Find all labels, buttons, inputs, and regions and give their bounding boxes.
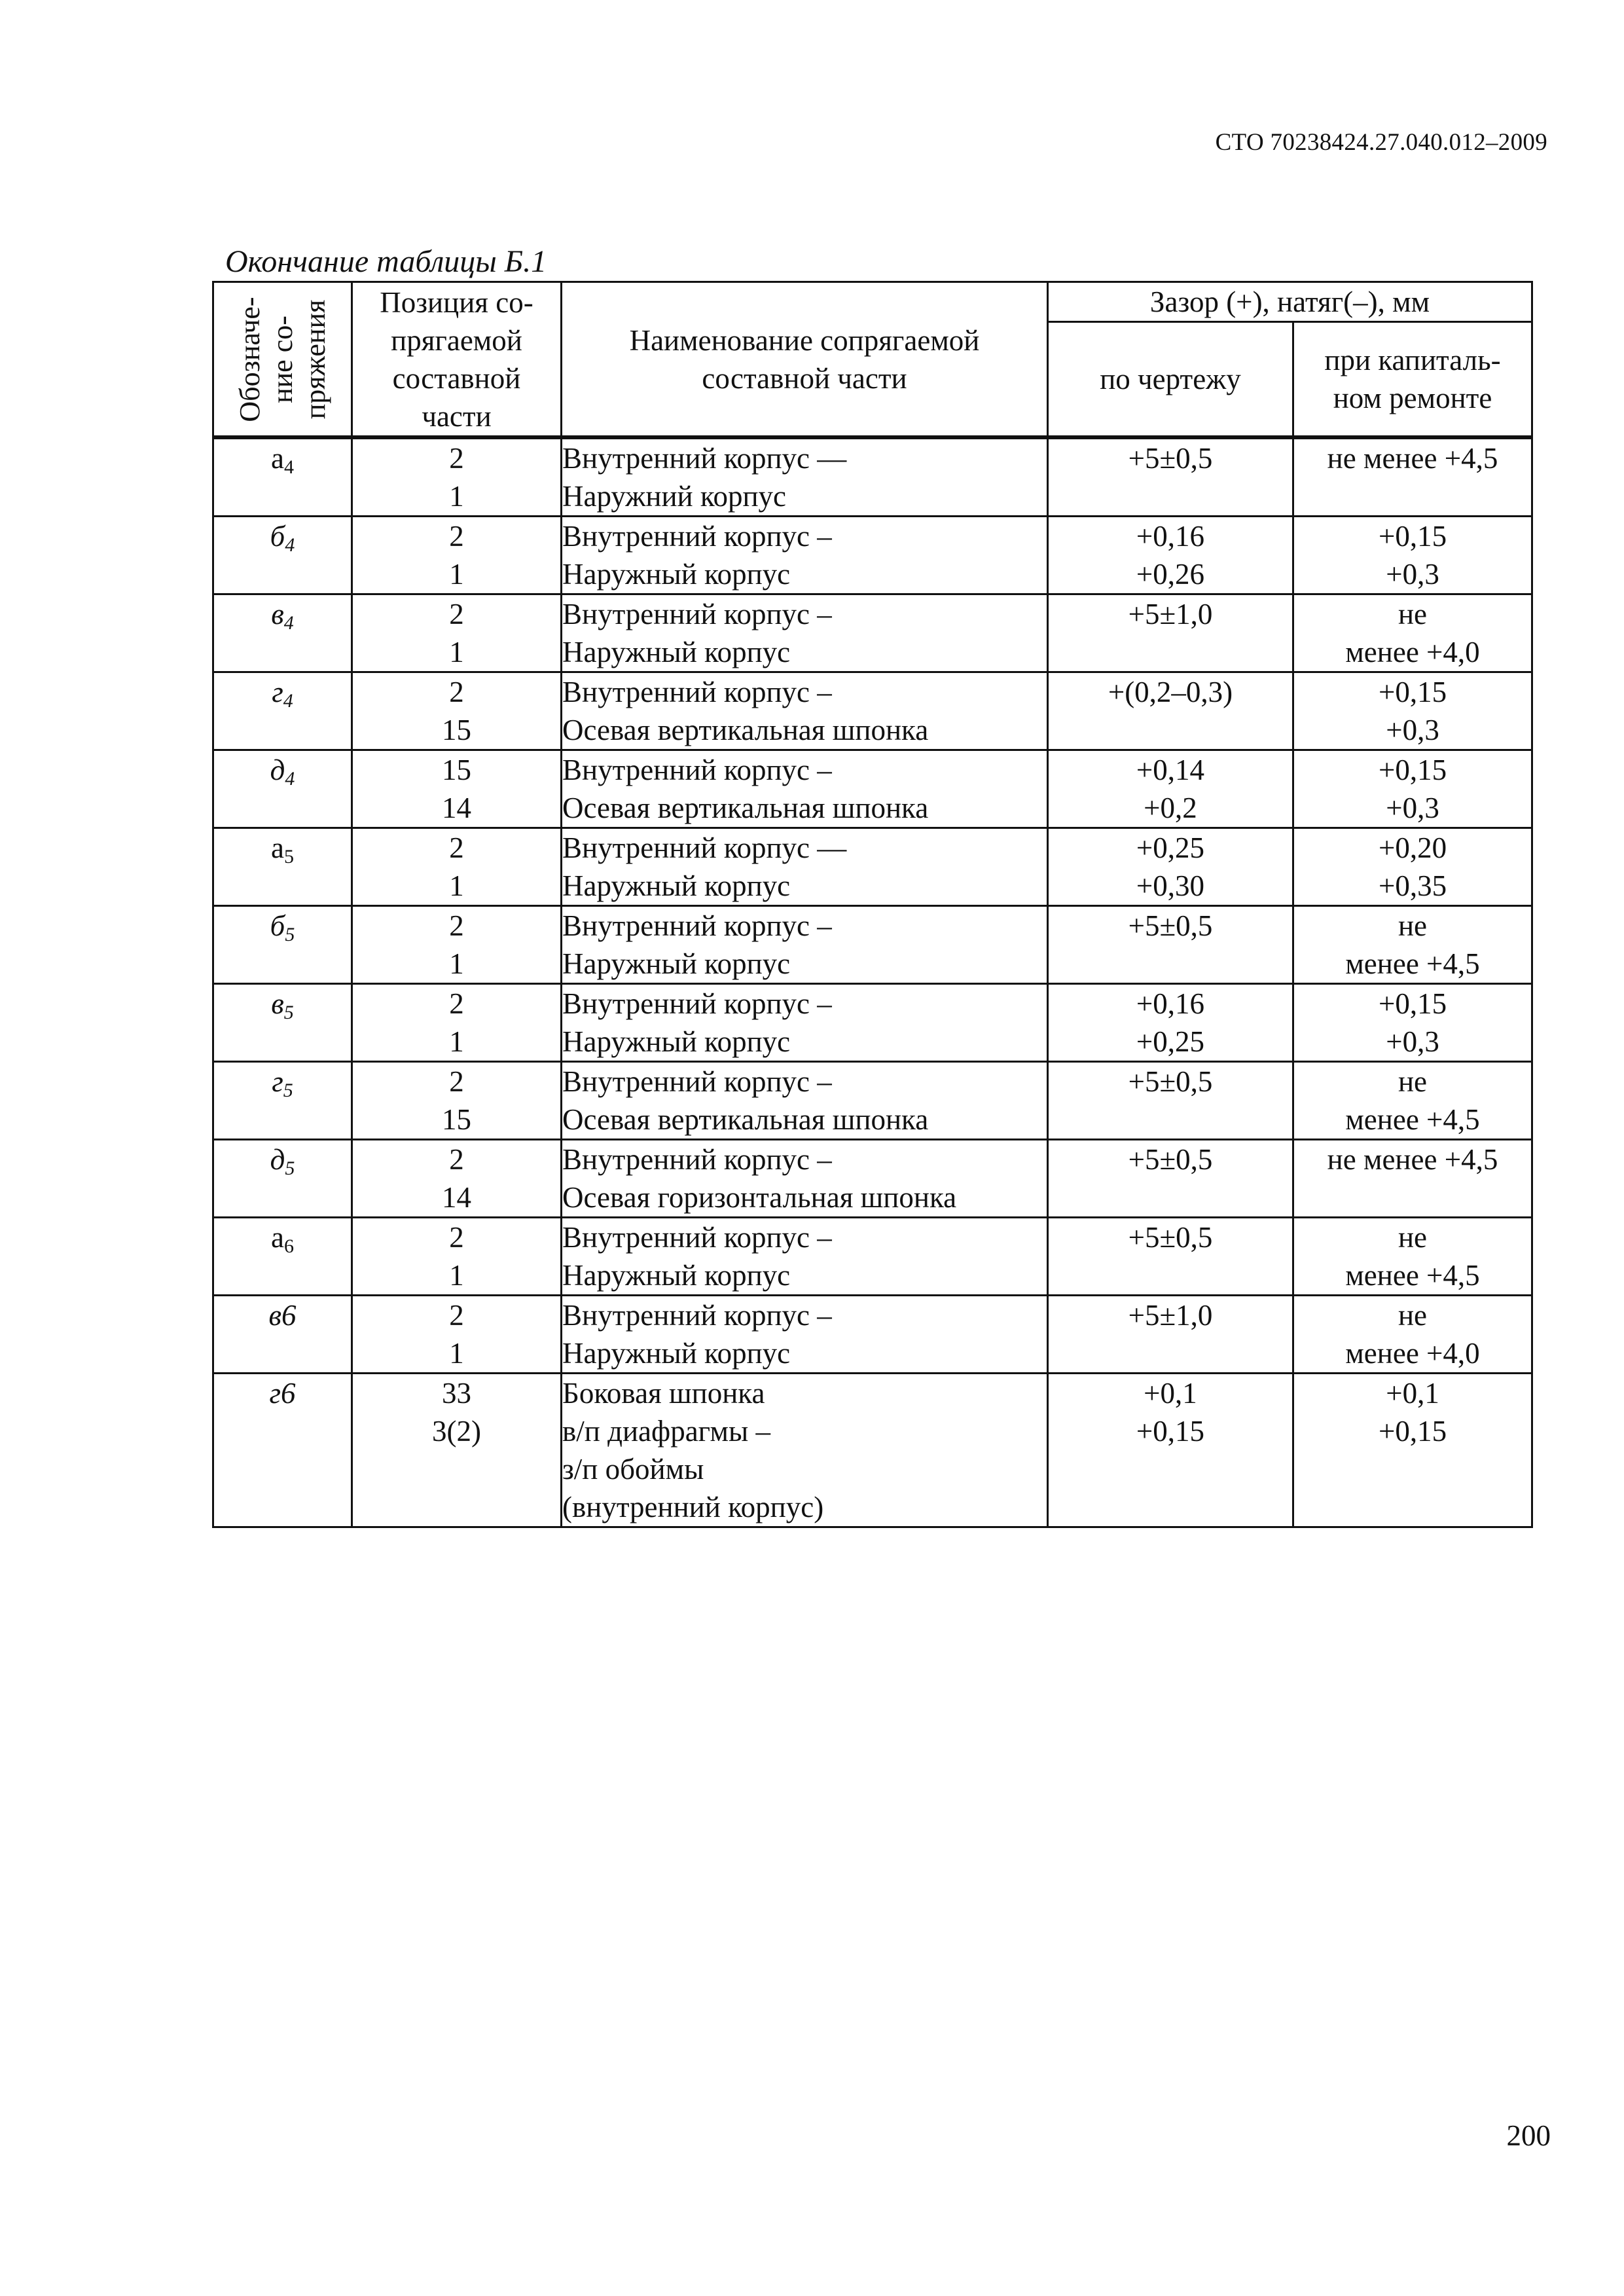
position-value: 2 xyxy=(449,1299,464,1332)
part-name-line: Внутренний корпус – xyxy=(562,1221,832,1254)
designation-letter: а xyxy=(271,831,284,864)
gap-overhaul-value: менее +4,5 xyxy=(1345,947,1480,980)
designation-index: 5 xyxy=(283,846,294,867)
gap-overhaul-cell xyxy=(1293,1218,1532,1296)
gap-by-drawing-value: +5±0,5 xyxy=(1128,1143,1213,1176)
gap-by-drawing-value: +0,30 xyxy=(1136,869,1205,902)
designation-letter: д xyxy=(270,1143,285,1176)
position-value: 1 xyxy=(449,636,464,668)
part-name-line: (внутренний корпус) xyxy=(562,1491,824,1523)
part-name-cell xyxy=(562,594,1048,672)
gap-by-drawing-value: +0,14 xyxy=(1136,754,1205,786)
gap-by-drawing-value: +5±0,5 xyxy=(1128,909,1213,942)
header-designation xyxy=(213,282,352,438)
table-row xyxy=(213,906,1532,984)
designation-letter: а xyxy=(271,442,284,475)
table-row xyxy=(213,1062,1532,1140)
part-name-line: Наружный корпус xyxy=(562,869,791,902)
position-value: 2 xyxy=(449,676,464,708)
designation-cell xyxy=(213,672,352,750)
part-name-line: Осевая горизонтальная шпонка xyxy=(562,1181,957,1214)
part-name-line: Наружный корпус xyxy=(562,1259,791,1292)
gap-overhaul-value: +0,15 xyxy=(1378,1415,1447,1448)
gap-overhaul-value: +0,3 xyxy=(1386,792,1439,824)
gap-overhaul-value: +0,15 xyxy=(1378,987,1447,1020)
header-gap-group xyxy=(1048,282,1532,322)
designation-letter: г xyxy=(272,1065,283,1098)
part-name-line: Внутренний корпус – xyxy=(562,598,832,630)
gap-by-drawing-cell xyxy=(1048,828,1293,906)
part-name-cell xyxy=(562,750,1048,828)
designation-index: 5 xyxy=(283,1080,293,1101)
position-cell xyxy=(352,1296,562,1374)
designation-cell xyxy=(213,1062,352,1140)
designation-letter: б xyxy=(270,909,285,942)
designation-cell xyxy=(213,828,352,906)
gap-by-drawing-value: +0,16 xyxy=(1136,520,1205,553)
header-by-drawing-label: по чертежу xyxy=(1100,363,1241,395)
designation-index: 5 xyxy=(285,1157,295,1179)
table-row xyxy=(213,1218,1532,1296)
table-row xyxy=(213,1140,1532,1218)
position-value: 1 xyxy=(449,1337,464,1370)
part-name-cell xyxy=(562,828,1048,906)
designation-letter: г xyxy=(272,676,283,708)
gap-overhaul-cell xyxy=(1293,594,1532,672)
designation-letter: а xyxy=(271,1221,284,1254)
header-by-drawing xyxy=(1048,322,1293,438)
gap-by-drawing-cell xyxy=(1048,672,1293,750)
designation-letter: в xyxy=(271,987,284,1020)
header-position-label: Позиция со-прягаемой составной части xyxy=(380,285,533,433)
part-name-cell xyxy=(562,1218,1048,1296)
part-name-line: з/п обоймы xyxy=(562,1453,704,1485)
gap-by-drawing-value: +5±0,5 xyxy=(1128,442,1213,475)
gap-by-drawing-cell xyxy=(1048,1062,1293,1140)
designation-index: 4 xyxy=(285,534,295,556)
designation-cell xyxy=(213,1296,352,1374)
position-value: 33 xyxy=(442,1377,471,1410)
position-value: 14 xyxy=(442,1181,471,1214)
header-position xyxy=(352,282,562,438)
part-name-line: Осевая вертикальная шпонка xyxy=(562,792,929,824)
designation-letter: б xyxy=(270,520,285,553)
document-code: СТО 70238424.27.040.012–2009 xyxy=(1215,129,1547,156)
position-value: 2 xyxy=(449,442,464,475)
gap-overhaul-value: +0,3 xyxy=(1386,558,1439,591)
gap-overhaul-value: не xyxy=(1398,598,1428,630)
position-value: 15 xyxy=(442,754,471,786)
part-name-line: Наружный корпус xyxy=(562,947,791,980)
gap-by-drawing-cell xyxy=(1048,1374,1293,1527)
part-name-cell xyxy=(562,1296,1048,1374)
position-value: 1 xyxy=(449,869,464,902)
position-cell xyxy=(352,594,562,672)
part-name-line: Внутренний корпус – xyxy=(562,1143,832,1176)
gap-overhaul-value: не менее +4,5 xyxy=(1327,442,1498,475)
part-name-line: Внутренний корпус – xyxy=(562,909,832,942)
header-designation-label: Обозначе-ние со-пряжения xyxy=(233,296,331,422)
designation-index: 4 xyxy=(283,690,293,712)
part-name-cell xyxy=(562,672,1048,750)
gap-overhaul-cell xyxy=(1293,437,1532,517)
gap-overhaul-value: +0,35 xyxy=(1378,869,1447,902)
part-name-cell xyxy=(562,1140,1048,1218)
gap-overhaul-value: не менее +4,5 xyxy=(1327,1143,1498,1176)
position-cell xyxy=(352,1218,562,1296)
gap-by-drawing-value: +0,1 xyxy=(1144,1377,1197,1410)
gap-overhaul-cell xyxy=(1293,517,1532,594)
header-overhaul-label: при капиталь-ном ремонте xyxy=(1324,344,1501,414)
position-value: 15 xyxy=(442,1103,471,1136)
part-name-line: Внутренний корпус — xyxy=(562,831,847,864)
position-cell xyxy=(352,437,562,517)
gap-overhaul-value: менее +4,0 xyxy=(1345,636,1480,668)
part-name-cell xyxy=(562,437,1048,517)
gap-overhaul-value: не xyxy=(1398,1299,1428,1332)
gap-by-drawing-value: +5±1,0 xyxy=(1128,1299,1213,1332)
gap-overhaul-cell xyxy=(1293,906,1532,984)
gap-by-drawing-value: +0,25 xyxy=(1136,1025,1205,1058)
gap-overhaul-value: не xyxy=(1398,1221,1428,1254)
header-gap-group-label: Зазор (+), натяг(–), мм xyxy=(1149,285,1430,318)
table-row xyxy=(213,517,1532,594)
gap-by-drawing-value: +5±0,5 xyxy=(1128,1221,1213,1254)
position-value: 1 xyxy=(449,480,464,513)
position-value: 2 xyxy=(449,520,464,553)
gap-by-drawing-cell xyxy=(1048,1218,1293,1296)
gap-overhaul-value: менее +4,5 xyxy=(1345,1259,1480,1292)
gap-by-drawing-value: +5±0,5 xyxy=(1128,1065,1213,1098)
gap-by-drawing-cell xyxy=(1048,1296,1293,1374)
position-cell xyxy=(352,750,562,828)
gap-overhaul-cell xyxy=(1293,1374,1532,1527)
position-cell xyxy=(352,672,562,750)
gap-by-drawing-value: +0,25 xyxy=(1136,831,1205,864)
position-cell xyxy=(352,1374,562,1527)
part-name-cell xyxy=(562,1062,1048,1140)
gap-overhaul-value: менее +4,0 xyxy=(1345,1337,1480,1370)
part-name-line: Внутренний корпус – xyxy=(562,1065,832,1098)
gap-overhaul-cell xyxy=(1293,672,1532,750)
part-name-line: Осевая вертикальная шпонка xyxy=(562,1103,929,1136)
designation-index: 5 xyxy=(283,1002,294,1023)
position-value: 2 xyxy=(449,831,464,864)
gap-overhaul-value: +0,15 xyxy=(1378,520,1447,553)
gap-by-drawing-value: +5±1,0 xyxy=(1128,598,1213,630)
table-row xyxy=(213,594,1532,672)
designation-index: 5 xyxy=(285,924,295,945)
position-value: 1 xyxy=(449,558,464,591)
gap-overhaul-value: не xyxy=(1398,1065,1428,1098)
part-name-line: Наружный корпус xyxy=(562,558,791,591)
designation-cell xyxy=(213,984,352,1062)
position-value: 14 xyxy=(442,792,471,824)
position-value: 2 xyxy=(449,987,464,1020)
designation-cell xyxy=(213,1374,352,1527)
gap-overhaul-cell xyxy=(1293,1062,1532,1140)
position-value: 15 xyxy=(442,714,471,746)
gap-by-drawing-cell xyxy=(1048,984,1293,1062)
header-name xyxy=(562,282,1048,438)
gap-overhaul-cell xyxy=(1293,984,1532,1062)
designation-letter: д xyxy=(270,754,285,786)
part-name-line: Внутренний корпус – xyxy=(562,520,832,553)
gap-overhaul-value: +0,3 xyxy=(1386,1025,1439,1058)
gap-overhaul-value: +0,15 xyxy=(1378,676,1447,708)
position-value: 1 xyxy=(449,1259,464,1292)
table-row xyxy=(213,1296,1532,1374)
position-value: 2 xyxy=(449,1143,464,1176)
designation-cell xyxy=(213,750,352,828)
position-cell xyxy=(352,828,562,906)
gap-by-drawing-cell xyxy=(1048,1140,1293,1218)
gap-overhaul-value: +0,3 xyxy=(1386,714,1439,746)
part-name-line: Наружний корпус xyxy=(562,480,787,513)
gap-overhaul-cell xyxy=(1293,1140,1532,1218)
position-value: 2 xyxy=(449,909,464,942)
part-name-line: Наружный корпус xyxy=(562,1025,791,1058)
part-name-line: Наружный корпус xyxy=(562,636,791,668)
position-cell xyxy=(352,517,562,594)
table-row xyxy=(213,828,1532,906)
position-value: 2 xyxy=(449,1221,464,1254)
mating-clearance-table xyxy=(212,281,1533,1528)
designation-letter: в6 xyxy=(268,1299,297,1332)
gap-by-drawing-cell xyxy=(1048,750,1293,828)
part-name-line: Внутренний корпус – xyxy=(562,676,832,708)
gap-by-drawing-value: +0,15 xyxy=(1136,1415,1205,1448)
gap-overhaul-cell xyxy=(1293,750,1532,828)
table-row xyxy=(213,672,1532,750)
designation-cell xyxy=(213,906,352,984)
gap-by-drawing-value: +0,2 xyxy=(1144,792,1197,824)
gap-overhaul-value: +0,1 xyxy=(1386,1377,1439,1410)
gap-overhaul-value: +0,15 xyxy=(1378,754,1447,786)
designation-cell xyxy=(213,517,352,594)
part-name-line: Осевая вертикальная шпонка xyxy=(562,714,929,746)
gap-overhaul-value: не xyxy=(1398,909,1428,942)
table-row xyxy=(213,750,1532,828)
position-value: 2 xyxy=(449,598,464,630)
part-name-line: Наружный корпус xyxy=(562,1337,791,1370)
position-cell xyxy=(352,1140,562,1218)
gap-by-drawing-value: +0,16 xyxy=(1136,987,1205,1020)
part-name-line: Боковая шпонка xyxy=(562,1377,765,1410)
part-name-line: Внутренний корпус – xyxy=(562,754,832,786)
part-name-cell xyxy=(562,984,1048,1062)
table-row xyxy=(213,437,1532,517)
page-number: 200 xyxy=(1506,2119,1551,2152)
gap-overhaul-value: +0,20 xyxy=(1378,831,1447,864)
gap-by-drawing-cell xyxy=(1048,517,1293,594)
gap-overhaul-cell xyxy=(1293,828,1532,906)
designation-index: 4 xyxy=(285,768,295,790)
part-name-cell xyxy=(562,517,1048,594)
header-name-label: Наименование сопрягаемой составной части xyxy=(629,323,980,395)
gap-by-drawing-value: +(0,2–0,3) xyxy=(1108,676,1233,708)
part-name-cell xyxy=(562,906,1048,984)
designation-cell xyxy=(213,1218,352,1296)
part-name-line: Внутренний корпус — xyxy=(562,442,847,475)
gap-by-drawing-cell xyxy=(1048,594,1293,672)
designation-cell xyxy=(213,437,352,517)
table-row xyxy=(213,1374,1532,1527)
position-cell xyxy=(352,906,562,984)
part-name-line: Внутренний корпус – xyxy=(562,1299,832,1332)
position-cell xyxy=(352,1062,562,1140)
gap-overhaul-value: менее +4,5 xyxy=(1345,1103,1480,1136)
table-row xyxy=(213,984,1532,1062)
gap-by-drawing-cell xyxy=(1048,906,1293,984)
designation-cell xyxy=(213,594,352,672)
part-name-line: в/п диафрагмы – xyxy=(562,1415,770,1448)
designation-letter: г6 xyxy=(269,1377,296,1410)
gap-by-drawing-cell xyxy=(1048,437,1293,517)
part-name-line: Внутренний корпус – xyxy=(562,987,832,1020)
gap-by-drawing-value: +0,26 xyxy=(1136,558,1205,591)
position-value: 3(2) xyxy=(432,1415,481,1448)
designation-index: 4 xyxy=(283,456,294,478)
position-value: 1 xyxy=(449,1025,464,1058)
designation-index: 4 xyxy=(283,612,294,634)
designation-index: 6 xyxy=(283,1235,294,1257)
designation-cell xyxy=(213,1140,352,1218)
gap-overhaul-cell xyxy=(1293,1296,1532,1374)
position-cell xyxy=(352,984,562,1062)
designation-letter: в xyxy=(271,598,284,630)
header-overhaul xyxy=(1293,322,1532,438)
part-name-cell xyxy=(562,1374,1048,1527)
position-value: 1 xyxy=(449,947,464,980)
table-caption: Окончание таблицы Б.1 xyxy=(225,244,547,279)
position-value: 2 xyxy=(449,1065,464,1098)
